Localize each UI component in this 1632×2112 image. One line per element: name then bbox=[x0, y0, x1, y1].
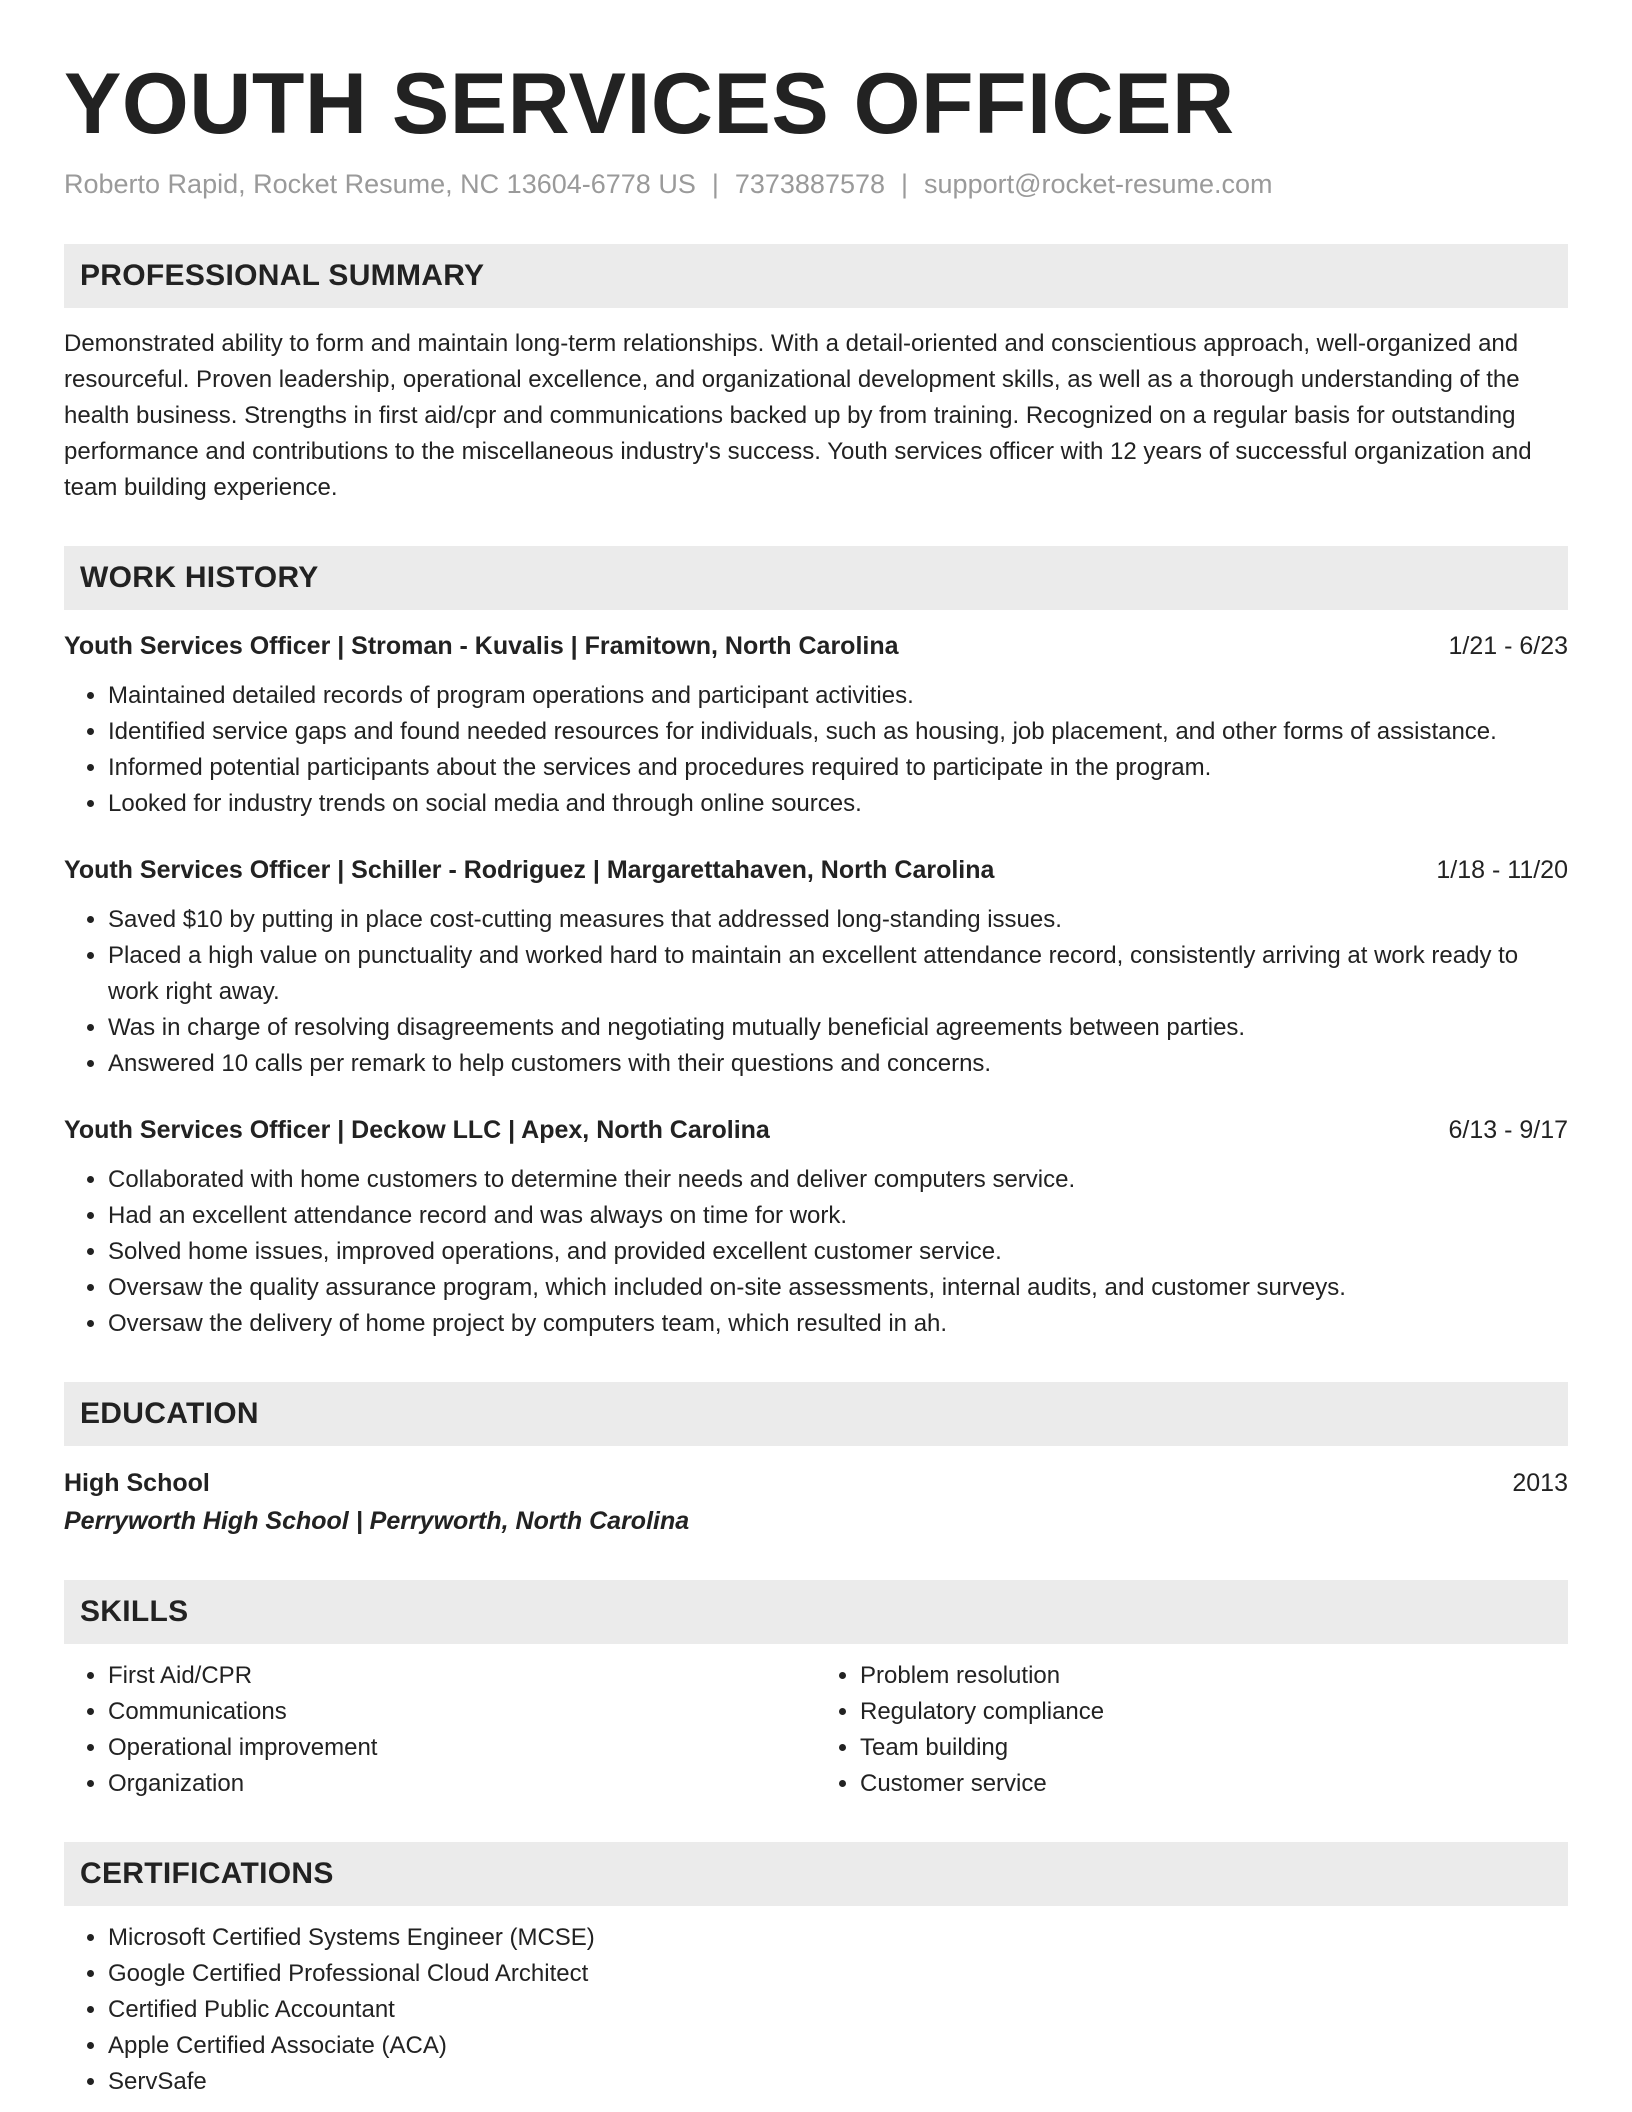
education-degree: High School bbox=[64, 1469, 210, 1497]
job-bullet: • Solved home issues, improved operations, and provided excellent customer service. bbox=[108, 1234, 1568, 1270]
skill-item: • Problem resolution bbox=[860, 1658, 1568, 1694]
job-bullet: • Oversaw the delivery of home project by computers team, which resulted in ah. bbox=[108, 1306, 1568, 1342]
skill-item: • First Aid/CPR bbox=[108, 1658, 816, 1694]
job-entry bbox=[64, 852, 1568, 1082]
job-bullet: • Identified service gaps and found needed resources for individuals, such as housing, job placement, and other forms of assistance. bbox=[108, 714, 1568, 750]
job-bullet-list bbox=[64, 678, 1568, 822]
contact-email[interactable]: support@rocket-resume.com bbox=[924, 169, 1273, 199]
section-heading-skills: SKILLS bbox=[64, 1580, 1568, 1644]
skills-list-left bbox=[64, 1658, 816, 1802]
section-heading-summary: PROFESSIONAL SUMMARY bbox=[64, 244, 1568, 308]
contact-address: Roberto Rapid, Rocket Resume, NC 13604-6778 US bbox=[64, 169, 696, 199]
job-bullet: • Had an excellent attendance record and was always on time for work. bbox=[108, 1198, 1568, 1234]
section-heading-work-history: WORK HISTORY bbox=[64, 546, 1568, 610]
certification-item: • Certified Public Accountant bbox=[108, 1992, 1568, 2028]
certification-item: • ServSafe bbox=[108, 2064, 1568, 2100]
education-section bbox=[64, 1382, 1568, 1540]
skills-section bbox=[64, 1580, 1568, 1802]
skill-item: • Regulatory compliance bbox=[860, 1694, 1568, 1730]
job-bullet-list bbox=[64, 902, 1568, 1082]
resume-title: YOUTH SERVICES OFFICER bbox=[64, 56, 1235, 152]
certification-item: • Apple Certified Associate (ACA) bbox=[108, 2028, 1568, 2064]
skills-columns bbox=[64, 1658, 1568, 1802]
job-header bbox=[64, 1112, 1568, 1148]
job-bullet: • Answered 10 calls per remark to help customers with their questions and concerns. bbox=[108, 1046, 1568, 1082]
job-bullet-list bbox=[64, 1162, 1568, 1342]
skill-item: • Organization bbox=[108, 1766, 816, 1802]
skill-item: • Communications bbox=[108, 1694, 816, 1730]
job-bullet: • Oversaw the quality assurance program, which included on-site assessments, internal audits, and customer surveys. bbox=[108, 1270, 1568, 1306]
certifications-list bbox=[64, 1920, 1568, 2100]
job-bullet: • Placed a high value on punctuality and worked hard to maintain an excellent attendance record, consistently arriving at work ready to work right away. bbox=[108, 938, 1568, 1010]
job-bullet: • Collaborated with home customers to determine their needs and deliver computers service. bbox=[108, 1162, 1568, 1198]
skills-list-right bbox=[816, 1658, 1568, 1802]
section-heading-certifications: CERTIFICATIONS bbox=[64, 1842, 1568, 1906]
job-title: Youth Services Officer | Stroman - Kuvalis | Framitown, North Carolina bbox=[64, 632, 899, 660]
job-bullet: • Was in charge of resolving disagreements and negotiating mutually beneficial agreements between parties. bbox=[108, 1010, 1568, 1046]
job-header bbox=[64, 628, 1568, 664]
job-dates: 6/13 - 9/17 bbox=[1448, 1116, 1568, 1144]
education-header bbox=[64, 1464, 1568, 1502]
job-dates: 1/21 - 6/23 bbox=[1448, 632, 1568, 660]
job-bullet: • Saved $10 by putting in place cost-cutting measures that addressed long-standing issues. bbox=[108, 902, 1568, 938]
certifications-section bbox=[64, 1842, 1568, 2100]
summary-text: Demonstrated ability to form and maintain long-term relationships. With a detail-oriented and conscientious approach, well-organized and resourceful. Proven leadership, operational excellence, and organizational development skills, as well as a thorough understanding of the health business. Strengths in first aid/cpr and communications backed up by from training. Recognized on a regular basis for outstanding performance and contributions to the miscellaneous industry's success. Youth services officer with 12 years of successful organization and team building experience. bbox=[64, 330, 1532, 501]
resume-page bbox=[64, 56, 1568, 2100]
job-header bbox=[64, 852, 1568, 888]
job-bullet: • Informed potential participants about the services and procedures required to participate in the program. bbox=[108, 750, 1568, 786]
contact-separator: | bbox=[711, 169, 719, 199]
job-bullet: • Maintained detailed records of program operations and participant activities. bbox=[108, 678, 1568, 714]
certification-item: • Microsoft Certified Systems Engineer (MCSE) bbox=[108, 1920, 1568, 1956]
certification-item: • Google Certified Professional Cloud Architect bbox=[108, 1956, 1568, 1992]
skill-item: • Team building bbox=[860, 1730, 1568, 1766]
section-heading-education: EDUCATION bbox=[64, 1382, 1568, 1446]
job-title: Youth Services Officer | Deckow LLC | Apex, North Carolina bbox=[64, 1116, 770, 1144]
work-history-section bbox=[64, 546, 1568, 1342]
job-title: Youth Services Officer | Schiller - Rodriguez | Margarettahaven, North Carolina bbox=[64, 856, 995, 884]
education-school: Perryworth High School | Perryworth, North Carolina bbox=[64, 1507, 690, 1535]
skill-item: • Operational improvement bbox=[108, 1730, 816, 1766]
skill-item: • Customer service bbox=[860, 1766, 1568, 1802]
job-entry bbox=[64, 1112, 1568, 1342]
contact-separator: | bbox=[901, 169, 909, 199]
summary-section bbox=[64, 244, 1568, 506]
education-year: 2013 bbox=[1512, 1469, 1568, 1497]
contact-line bbox=[64, 166, 1568, 202]
job-entry bbox=[64, 628, 1568, 822]
job-bullet: • Looked for industry trends on social media and through online sources. bbox=[108, 786, 1568, 822]
education-entry bbox=[64, 1464, 1568, 1540]
contact-phone[interactable]: 7373887578 bbox=[734, 169, 886, 199]
job-dates: 1/18 - 11/20 bbox=[1436, 856, 1568, 884]
